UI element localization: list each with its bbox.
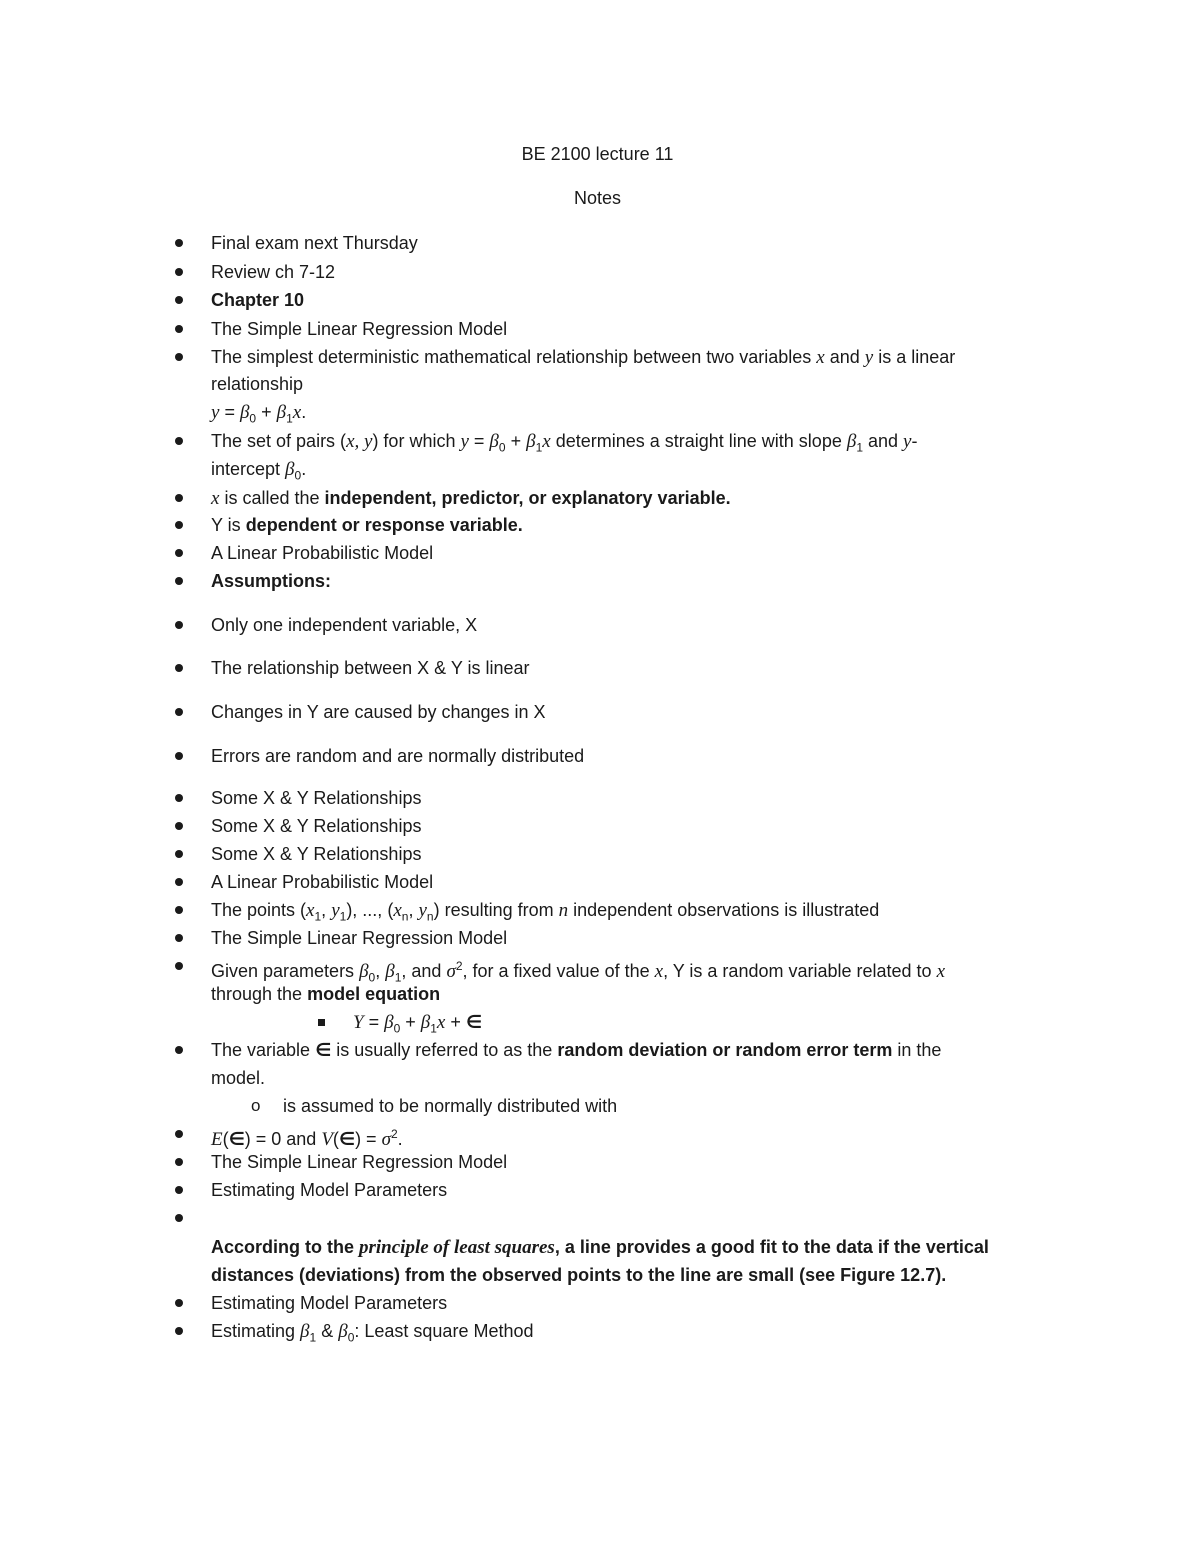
bullet-icon [175, 878, 183, 886]
list-item-continuation: through the model equation [211, 984, 441, 1004]
document-subtitle: Notes [573, 188, 622, 208]
bullet-icon [175, 437, 183, 445]
square-bullet-icon [318, 1019, 325, 1026]
list-item: Review ch 7-12 [211, 262, 336, 282]
bullet-icon [175, 353, 183, 361]
circle-bullet-icon: o [251, 1096, 261, 1115]
bullet-icon [175, 549, 183, 557]
list-item: The set of pairs (x, y) for which $y = \beta_0 + \beta_1x$ determines a straight line with slope $\beta_1$ and y- [211, 431, 918, 455]
list-item: Y is dependent or response variable. [211, 515, 523, 535]
bullet-icon [175, 708, 183, 716]
bullet-icon [175, 962, 183, 970]
list-item: Some X & Y Relationships [211, 788, 422, 808]
bullet-icon [175, 268, 183, 276]
bullet-icon [175, 934, 183, 942]
bullet-icon [175, 296, 183, 304]
bullet-icon [175, 239, 183, 247]
equation: $y = \beta_0 + \beta_1x$. [211, 402, 307, 426]
bullet-icon [175, 325, 183, 333]
list-item: Changes in Y are caused by changes in X [211, 702, 546, 722]
list-item: Estimating $\beta_1$ & $\beta_0$: Least square Method [211, 1321, 534, 1345]
list-item: The points ($x_1$, $y_1$), ..., ($x_n$, $y_n$) resulting from n independent observations is illustrated [211, 900, 880, 924]
bullet-icon [175, 1186, 183, 1194]
list-item: Some X & Y Relationships [211, 844, 422, 864]
list-item: Chapter 10 [211, 290, 305, 310]
bullet-icon [175, 521, 183, 529]
bullet-icon [175, 664, 183, 672]
list-item: The variable ∈ is usually referred to as the random deviation or random error term in the [211, 1040, 942, 1061]
bullet-icon [175, 1130, 183, 1138]
sub-list-item: is assumed to be normally distributed with [283, 1096, 618, 1116]
list-item: Estimating Model Parameters [211, 1180, 448, 1200]
bullet-icon [175, 794, 183, 802]
list-item: The Simple Linear Regression Model [211, 928, 508, 948]
bullet-icon [175, 822, 183, 830]
list-item: Assumptions: [211, 571, 332, 591]
bullet-icon [175, 850, 183, 858]
bullet-icon [175, 1046, 183, 1054]
bullet-icon [175, 1327, 183, 1335]
list-item: Estimating Model Parameters [211, 1293, 448, 1313]
list-item: According to the principle of least squares, a line provides a good fit to the data if the vertical [211, 1237, 989, 1258]
bullet-icon [175, 752, 183, 760]
list-item-continuation: model. [211, 1068, 266, 1088]
bullet-icon [175, 1299, 183, 1307]
bullet-icon [175, 494, 183, 502]
list-item: The Simple Linear Regression Model [211, 1152, 508, 1172]
bullet-icon [175, 621, 183, 629]
list-item: x is called the independent, predictor, or explanatory variable. [211, 488, 731, 509]
list-item: Final exam next Thursday [211, 233, 418, 253]
list-item: Given parameters $\beta_0$, $\beta_1$, and $\sigma^2$, for a fixed value of the x, Y is a random variable related to x [211, 959, 945, 985]
list-item: The Simple Linear Regression Model [211, 319, 508, 339]
list-item-continuation: distances (deviations) from the observed points to the line are small (see Figure 12.7). [211, 1265, 947, 1285]
list-item: The relationship between X & Y is linear [211, 658, 530, 678]
list-item: Only one independent variable, X [211, 615, 478, 635]
list-item: Errors are random and are normally distributed [211, 746, 585, 766]
list-item-continuation: relationship [211, 374, 304, 394]
document-title: BE 2100 lecture 11 [521, 144, 674, 164]
list-item-continuation: intercept $\beta_0$. [211, 459, 307, 483]
bullet-icon [175, 1214, 183, 1222]
bullet-icon [175, 906, 183, 914]
bullet-icon [175, 577, 183, 585]
list-item: The simplest deterministic mathematical relationship between two variables x and y is a linear [211, 347, 956, 368]
bullet-icon [175, 1158, 183, 1166]
list-item: A Linear Probabilistic Model [211, 543, 434, 563]
list-item: E(∈) = 0 and V(∈) = $\sigma^2$. [211, 1127, 403, 1150]
model-equation: $Y = \beta_0 + \beta_1x$ + ∈ [353, 1012, 483, 1036]
list-item: Some X & Y Relationships [211, 816, 422, 836]
list-item: A Linear Probabilistic Model [211, 872, 434, 892]
